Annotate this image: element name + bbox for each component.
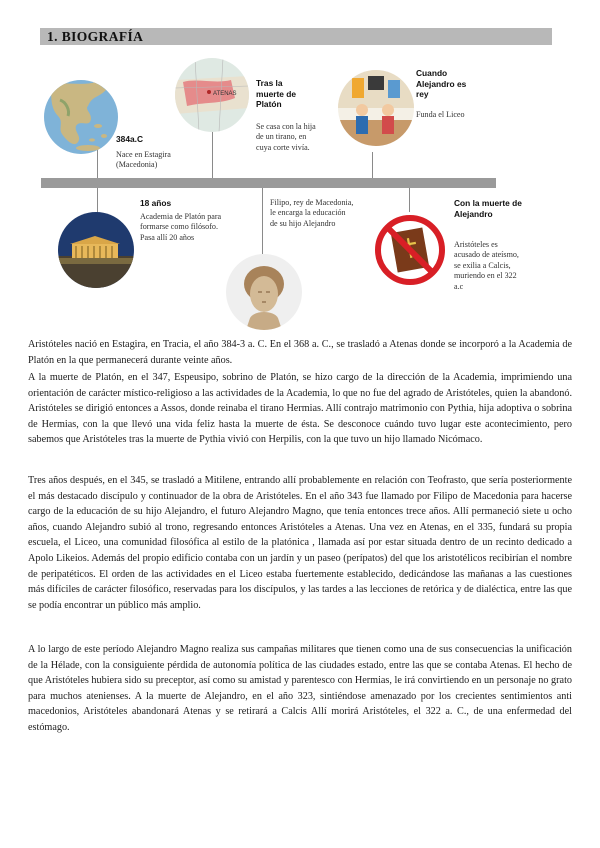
paragraph: A lo largo de este período Alejandro Magno realiza sus campañas militares que tienen como una de sus consecuencias la unificación de la Hélade, con la consiguiente pérdida de autonomía política de las ciudades estado, entre las que se contaba Atenas. El hecho de que Aristóteles hubiera sido su preceptor, así como su amistad y parentesco con Hermias, le irá convirtiendo en un personaje no grato para muchos atenienses. A la muerte de Alejandro, en el año 323, sintiéndose amenazado por los crecientes sentimientos anti macedonios, Aristóteles abandonará Atenas y se retirará a Calcis Allí morirá Aristóteles, el 322 a. C., de una enfermedad del estómago.: [28, 644, 572, 733]
timeline-tick: [409, 188, 410, 214]
acropolis-image: [58, 212, 134, 288]
event-description: Nace en Estagira (Macedonia): [116, 150, 171, 170]
timeline-tick: [372, 152, 373, 178]
greece-map-image: [44, 80, 118, 154]
paragraph: Tres años después, en el 345, se trasladó a Mitilene, entrando allí probablemente en relación con Teofrasto, que sería posteriormente el más destacado discípulo y continuador de la obra de Aristóteles. En el año 343 fue llamado por Filipo de Macedonia para hacerse cargo de la educación de su hijo Alejandro, el futuro Alejandro Magno, que tenía entonces trece años. Allí permaneció siete u ocho años, cuando Alejandro subió al trono, regresando entonces Aristóteles a Atenas. Una vez en Atenas, en el 335, fundará su propia escuela, el Liceo, una comunidad filosófica al estilo de la platónica , llamada así por estar situada dentro de un recinto dedicado a Apolo Likeios. Además del propio edificio contaba con un jardín y un paseo (perípatos) del que los aristotélicos recibirían el nombre de peripatéticos. El orden de las actividades en el Liceo estaba fuertemente establecido, dedicándose las mañanas a las cuestiones más difíciles de carácter filosófico, reservadas para los discípulos, y las tardes a las lecciones de retórica y de dialéctica, entre las que se podía encontrar un público más amplio.: [28, 475, 572, 611]
lyceum-classroom-image: [338, 70, 414, 146]
event-label: Cuando Alejandro es rey: [416, 68, 467, 99]
prohibited-religion-image: [372, 212, 448, 288]
event-description: Filipo, rey de Macedonia, le encarga la educación de su hijo Alejandro: [270, 198, 354, 228]
section-title: 1. BIOGRAFÍA: [47, 29, 144, 44]
event-label: Tras la muerte de Platón: [256, 78, 297, 109]
timeline-tick: [262, 188, 263, 254]
event-description: Aristóteles es acusado de ateísmo, se exilia a Calcis, muriendo en el 322 a.c: [454, 240, 519, 291]
athens-map-image: [175, 58, 249, 132]
paragraph: A la muerte de Platón, en el 347, Espeusipo, sobrino de Platón, se hizo cargo de la dirección de la Academia, imprimiendo una orientación de carácter místico-religioso a las actividades de la Academia, lo que no fue del agrado de Aristóteles, quien la abandonó. Aristóteles se dirigió entonces a Assos, donde reinaba el tirano Hermias. Allí contrajo matrimonio con Pythia, hija adoptiva o sobrina de Hermias, con la que llevó una vida feliz hasta la muerte de ésta. Se desconoce cuándo tuvo lugar este acontecimiento, pero sabemos que Aristóteles tras la muerte de Pythia vivió con Herpilis, con la que tuvo un hijo llamado Nicómaco.: [28, 372, 572, 446]
event-description: Academia de Platón para formarse como filósofo. Pasa allí 20 años: [140, 212, 222, 242]
timeline-tick: [97, 188, 98, 214]
event-description: Se casa con la hija de un tirano, en cuya corte vivía.: [256, 122, 316, 152]
timeline-tick: [97, 150, 98, 178]
alexander-bust-image: [226, 254, 302, 330]
event-label: 18 años: [140, 198, 172, 208]
event-label: 384a.C: [116, 134, 144, 144]
paragraph: Aristóteles nació en Estagira, en Tracia, el año 384-3 a. C. En el 368 a. C., se trasladó a Atenas donde se incorporó a la Academia de Platón en la que permanecerá durante veinte años.: [28, 339, 572, 366]
event-label: Con la muerte de Alejandro: [454, 198, 522, 219]
event-description: Funda el Liceo: [416, 110, 465, 119]
timeline-bar: [41, 178, 496, 188]
timeline-tick: [212, 128, 213, 178]
map-label: ATENAS: [213, 91, 237, 97]
